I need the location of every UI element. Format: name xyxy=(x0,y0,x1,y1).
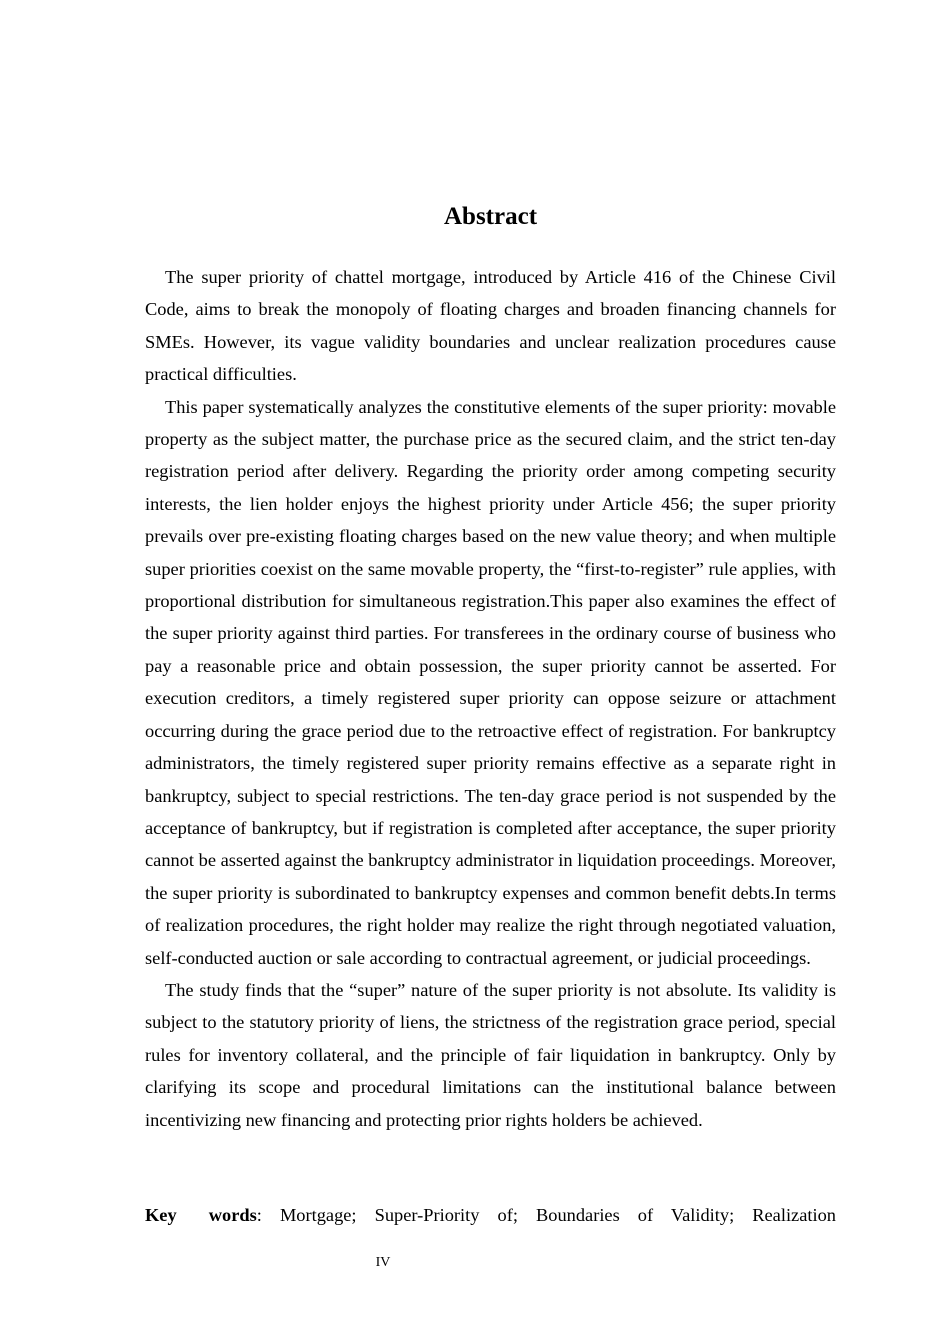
keywords-text: Mortgage; Super-Priority of; Boundaries of Validity; Realization xyxy=(279,1205,836,1225)
abstract-title: Abstract xyxy=(443,203,538,230)
abstract-paragraph-2: This paper systematically analyzes the constitutive elements of the super priority: movable property as the subject matter, the purchase price as the secured claim, and the strict ten-day registration period after delivery. Regarding the priority order among competing security interests, the lien holder enjoys the highest priority under Article 456; the super priority prevails over pre-existing floating charges based on the new value theory; and when multiple super priorities coexist on the same movable property, the “first-to-register” rule applies, with proportional distribution for simultaneous registration.This paper also examines the effect of the super priority against third parties. For transferees in the ordinary course of business who pay a reasonable price and obtain possession, the super priority cannot be asserted. For execution creditors, a timely registered super priority can oppose seizure or attachment occurring during the grace period due to the retroactive effect of registration. For bankruptcy administrators, the timely registered super priority remains effective as a separate right in bankruptcy, subject to special restrictions. The ten-day grace period is not suspended by the acceptance of bankruptcy, but if registration is completed after acceptance, the super priority cannot be asserted against the bankruptcy administrator in liquidation proceedings. Moreover, the super priority is subordinated to bankruptcy expenses and common benefit debts.In terms of realization procedures, the right holder may realize the right through negotiated valuation, self-conducted auction or sale according to contractual agreement, or judicial proceedings. xyxy=(145,396,836,968)
abstract-paragraph-1: The super priority of chattel mortgage, introduced by Article 416 of the Chinese Civil Code, aims to break the monopoly of floating charges and broaden financing channels for SMEs. However, its vague validity boundaries and unclear realization procedures cause practical difficulties. xyxy=(145,267,836,385)
page-number: IV xyxy=(375,1255,391,1270)
keywords-separator: : xyxy=(256,1205,262,1225)
keywords-label: Key words xyxy=(145,1205,257,1225)
keywords-line xyxy=(145,1199,836,1231)
abstract-body xyxy=(145,261,836,1136)
abstract-paragraph-3: The study finds that the “super” nature of the super priority is not absolute. Its validity is subject to the statutory priority of liens, the strictness of the registration grace period, special rules for inventory collateral, and the principle of fair liquidation in bankruptcy. Only by clarifying its scope and procedural limitations can the institutional balance between incentivizing new financing and protecting prior rights holders be achieved. xyxy=(145,979,836,1130)
